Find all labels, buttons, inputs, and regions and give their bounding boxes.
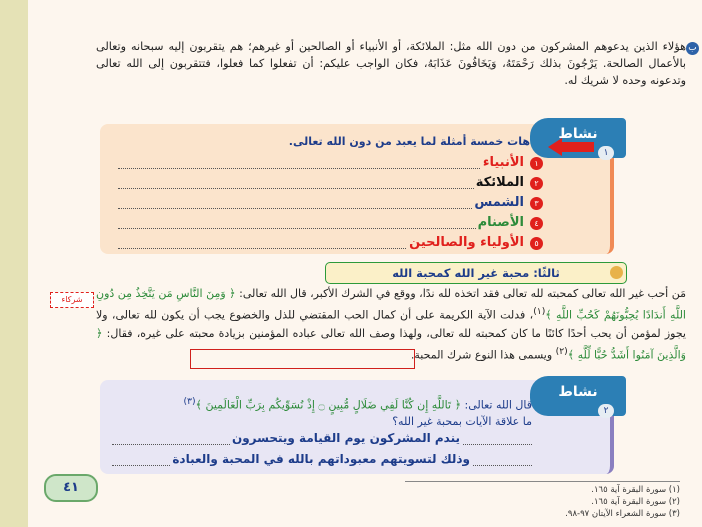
verse-1-ref: (١) [533,306,546,317]
section-heading: ثالثًا: محبة غير الله كمحبة الله [325,262,627,284]
activity-2-tab: نشاط [530,376,626,416]
activity-1-row [118,232,526,252]
footnote-divider [405,481,680,482]
left-margin-strip [0,0,28,527]
page-number: ٤١ [44,474,98,502]
answer-line-1 [112,428,532,448]
highlight-box [190,349,415,369]
activity-2-verse: ﴿ تَاللَّهِ إِن كُنَّا لَفِي ضَلَالٍ مُّبِينٍ ۝ إِذْ نُسَوِّيكُم بِرَبِّ الْعَالَمِينَ ﴾ [195,398,462,412]
section-heading-dot [610,266,623,279]
footnote-1: (١) سورة البقرة آية ١٦٥. [591,485,680,495]
activity-1-item-number: ٢ [530,177,543,190]
verse-2-ref: (٢) [555,345,568,357]
footnote-2: (٢) سورة البقرة آية ١٦٥. [591,497,680,507]
footnote-3: (٣) سورة الشعراء الآيتان ٩٧-٩٨. [565,509,680,519]
para-text-a: مَن أحب غير الله تعالى كمحبته لله تعالى فقد اتخذه لله ندًا، ووقع في الشرك الأكبر، قال الله تعالى: [235,287,686,300]
bullet-marker: ب [686,42,699,55]
para-text-c: ويسمى هذا النوع شرك المحبة. [410,348,556,362]
activity-1-item-number: ٥ [530,237,543,250]
answer-1: يندم المشركون يوم القيامة ويتحسرون [231,431,460,445]
activity-1-answer: الأنبياء [482,155,524,170]
activity-1-answer: الأولياء والصالحين [409,235,524,250]
verse-1: ﴿ وَمِنَ النَّاسِ مَن يَتَّخِذُ مِن دُونِ اللَّهِ أَندَادًا يُحِبُّونَهُمْ كَحُبِّ اللَّهِ ﴾ [96,287,686,322]
activity-2-ref: (٣) [183,396,196,407]
side-note-label: شركاء [50,292,94,308]
activity-1-instruction: هات خمسة أمثلة لما يعبد من دون الله تعالى. [288,135,530,148]
activity-1-answer: الأصنام [477,215,524,230]
activity-2-text [112,394,532,430]
activity-1-item-number: ١ [530,157,543,170]
activity-1-number: ١ [598,146,614,160]
activity-1-item-number: ٣ [530,197,543,210]
activity-1-tab: نشاط [530,118,626,158]
activity-1-answer: الشمس [474,195,524,210]
activity-1-row [118,212,526,232]
activity-1-row [118,192,526,212]
intro-paragraph: هؤلاء الذين يدعوهم المشركون من دون الله مثل: الملائكة، أو الأنبياء أو الصالحين أو غيرهم؛ هم يتقربون إليه سبحانه وتعالى بالأعمال الصالحة. يَرْجُونَ بذلك رَحْمَتَهُ، وَيَخَافُونَ عَذَابَهُ، فكان الواجب عليكم: أن تفعلوا كما فعلوا، فتتقربون إلى الله تعالى وتدعونه وحده لا شريك له. [96,40,686,88]
para-text-b: ، فدلت الآية الكريمة على أن كمال الحب المقتضي للذل والخضوع يجب أن يكون لله تعالى، ولا يجوز لمؤمن أن يحب أحدًا كائنًا ما كان كمحبته لله تعالى، ولهذا وصف الله تعالى عباده المؤمنين بزيادة محبته على غيره، فقال: [96,308,686,340]
activity-2-number: ٢ [598,404,614,418]
red-arrow-icon [548,138,562,156]
activity-1-answer: الملائكة [475,175,524,190]
footnotes [405,484,680,520]
activity-1-item-number: ٤ [530,217,543,230]
answer-line-2 [112,449,532,469]
activity-2-intro: قال الله تعالى: [461,398,532,412]
red-arrow-body [562,142,594,152]
answer-2: وذلك لتسويتهم معبوداتهم بالله في المحبة والعبادة [172,452,470,466]
activity-1-row [118,172,526,192]
verse-2: ﴿ وَالَّذِينَ آمَنُوا أَشَدُّ حُبًّا لِّلَّهِ ﴾ [96,326,686,362]
activity-2-question: ما علاقة الآيات بمحبة غير الله؟ [392,414,532,428]
activity-1-row [118,152,526,172]
